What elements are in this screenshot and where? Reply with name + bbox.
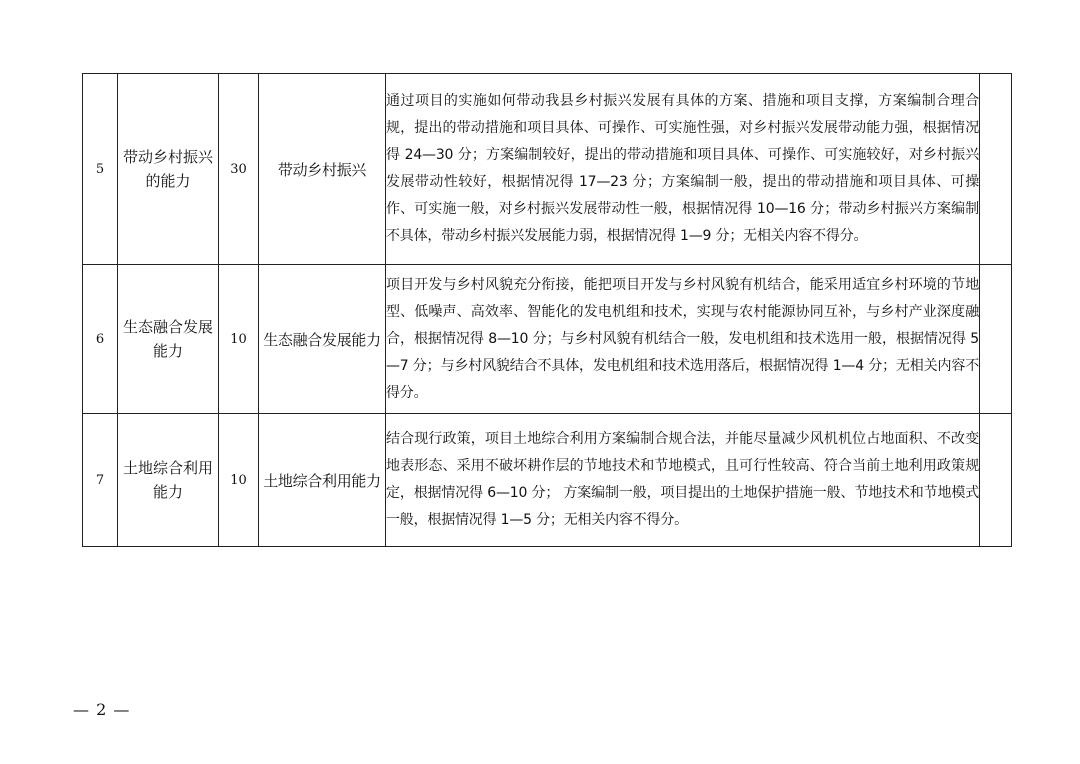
evaluation-item: 生态融合发展能力 [118,265,219,414]
evaluation-content: 带动乡村振兴 [259,74,386,265]
evaluation-item: 土地综合利用能力 [118,414,219,547]
scoring-table [82,73,1012,547]
remark-cell [980,265,1012,414]
score-value: 10 [219,265,259,414]
evaluation-content: 生态融合发展能力 [259,265,386,414]
page-number: — 2 — [73,700,131,719]
row-number: 5 [83,74,118,265]
scoring-criteria: 通过项目的实施如何带动我县乡村振兴发展有具体的方案、措施和项目支撑，方案编制合理合规，提出的带动措施和项目具体、可操作、可实施性强，对乡村振兴发展带动能力强，根据情况得 24—30 分；方案编制较好，提出的带动措施和项目具体、可操作、可实施较好，对乡村振兴发展带动性较好，根据情况得 17—23 分；方案编制一般，提出的带动措施和项目具体、可操作、可实施一般，对乡村振兴发展带动性一般，根据情况得 10—16 分；带动乡村振兴方案编制不具体，带动乡村振兴发展能力弱，根据情况得 1—9 分；无相关内容不得分。 [386,74,980,265]
remark-cell [980,414,1012,547]
evaluation-item: 带动乡村振兴的能力 [118,74,219,265]
evaluation-content: 土地综合利用能力 [259,414,386,547]
remark-cell [980,74,1012,265]
scoring-criteria: 项目开发与乡村风貌充分衔接，能把项目开发与乡村风貌有机结合，能采用适宜乡村环境的节地型、低噪声、高效率、智能化的发电机组和技术，实现与农村能源协同互补，与乡村产业深度融合，根据情况得 8—10 分；与乡村风貌有机结合一般，发电机组和技术选用一般，根据情况得 5—7 分；与乡村风貌结合不具体，发电机组和技术选用落后，根据情况得 1—4 分；无相关内容不得分。 [386,265,980,414]
scoring-criteria: 结合现行政策，项目土地综合利用方案编制合规合法，并能尽量减少风机机位占地面积、不改变地表形态、采用不破坏耕作层的节地技术和节地模式，且可行性较高、符合当前土地利用政策规定，根据情况得 6—10 分； 方案编制一般，项目提出的土地保护措施一般、节地技术和节地模式一般，根据情况得 1—5 分；无相关内容不得分。 [386,414,980,547]
table-row [83,74,1012,265]
row-number: 7 [83,414,118,547]
score-value: 10 [219,414,259,547]
table-row [83,265,1012,414]
score-value: 30 [219,74,259,265]
table-row [83,414,1012,547]
row-number: 6 [83,265,118,414]
